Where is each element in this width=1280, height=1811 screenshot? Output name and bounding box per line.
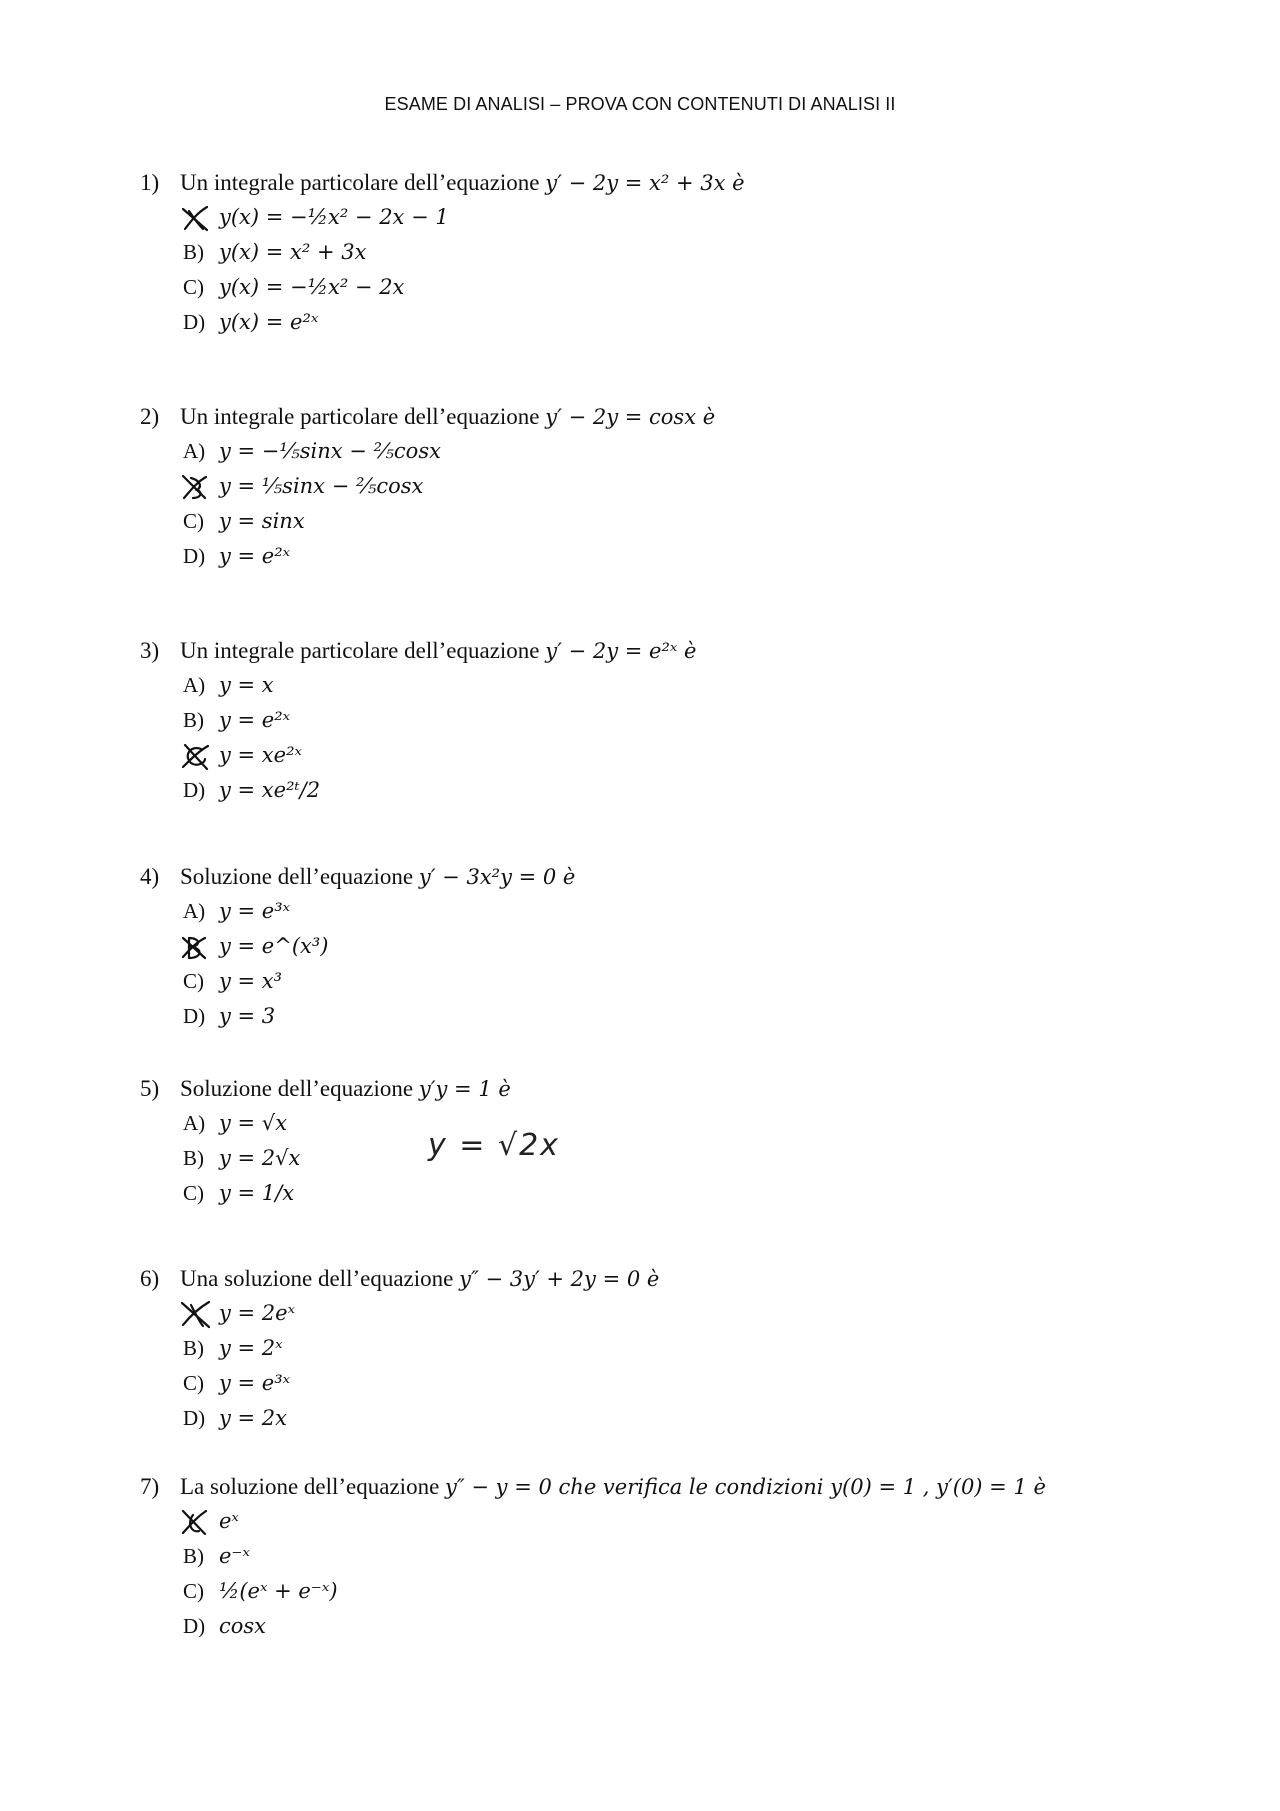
option-expression: y = e²ˣ [219,708,291,732]
option-b[interactable] [183,929,1200,964]
option-d[interactable] [183,1609,1200,1644]
option-expression: y(x) = −½x² − 2x [219,275,405,299]
option-b[interactable] [183,1141,1200,1176]
option-label: D) [183,1406,206,1430]
option-label: B) [183,1146,204,1170]
question-text [140,860,1200,894]
option-expression: y = ⅕sinx − ⅖cosx [219,474,424,498]
option-label: B) [183,240,204,264]
question-text [140,634,1200,668]
option-label: C) [183,1371,204,1395]
option-expression: y = x³ [219,969,283,993]
cross-mark-icon [179,741,213,771]
question-text [140,1470,1200,1504]
option-expression: eˣ [219,1509,239,1533]
option-expression: y = −⅕sinx − ⅖cosx [219,439,441,463]
option-expression: y = 3 [219,1004,276,1028]
question-6 [140,1262,1200,1436]
option-expression: e⁻ˣ [219,1544,250,1568]
option-expression: y = e^(x³) [219,934,329,958]
option-expression: y = 2x [219,1406,288,1430]
option-a[interactable] [183,1106,1200,1141]
option-label: D) [183,1614,206,1638]
option-label: A) [183,899,206,923]
question-prompt: Soluzione dell’equazione [180,864,414,889]
question-equation: y′y = 1 è [418,1077,511,1101]
question-equation: y′ − 2y = e²ˣ è [545,639,697,663]
option-c[interactable] [183,1366,1200,1401]
option-b[interactable] [183,469,1200,504]
cross-mark-icon [179,932,213,962]
option-label: B) [183,708,204,732]
option-label: C) [183,275,204,299]
option-expression: y = x [219,673,274,697]
question-equation: y′ − 2y = x² + 3x è [545,171,745,195]
option-d[interactable] [183,539,1200,574]
cross-mark-icon [179,1507,213,1537]
question-7 [140,1470,1200,1644]
option-d[interactable] [183,1401,1200,1436]
question-prompt: Una soluzione dell’equazione [180,1266,454,1291]
option-a[interactable] [183,1296,1200,1331]
question-prompt: Soluzione dell’equazione [180,1076,414,1101]
option-label: C) [183,1579,204,1603]
option-c[interactable] [183,504,1200,539]
question-text [140,1262,1200,1296]
option-a[interactable] [183,434,1200,469]
option-label: A) [183,673,206,697]
question-prompt: Un integrale particolare dell’equazione [180,170,540,195]
option-label: A) [183,439,206,463]
option-expression: y(x) = x² + 3x [219,240,367,264]
option-label: D) [183,778,206,802]
question-equation: y′ − 2y = cosx è [545,405,716,429]
question-prompt: Un integrale particolare dell’equazione [180,404,540,429]
option-label: C) [183,509,204,533]
option-expression: y = e³ˣ [219,1371,291,1395]
question-5 [140,1072,1200,1211]
option-expression: y = sinx [219,509,305,533]
question-number: 1) [140,170,160,195]
option-expression: y = e³ˣ [219,899,291,923]
question-4 [140,860,1200,1034]
option-expression: ½(eˣ + e⁻ˣ) [219,1579,338,1603]
option-b[interactable] [183,1331,1200,1366]
cross-mark-icon [179,203,213,233]
option-label: D) [183,1004,206,1028]
exam-title: ESAME DI ANALISI – PROVA CON CONTENUTI DI ANALISI II [384,94,896,114]
question-2 [140,400,1200,574]
option-label: D) [183,310,206,334]
option-label: B) [183,1336,204,1360]
option-a[interactable] [183,668,1200,703]
question-number: 3) [140,638,160,663]
option-expression: y = xe²ᵗ/2 [219,778,321,802]
option-expression: y = 1/x [219,1181,295,1205]
option-label: D) [183,544,206,568]
option-label: C) [183,1181,204,1205]
option-c[interactable] [183,270,1200,305]
option-c[interactable] [183,1176,1200,1211]
option-b[interactable] [183,235,1200,270]
question-text [140,166,1200,200]
option-b[interactable] [183,703,1200,738]
question-equation: y″ − y = 0 che verifica le condizioni y(0) = 1 , y′(0) = 1 è [445,1475,1046,1499]
question-3 [140,634,1200,808]
question-1 [140,166,1200,340]
question-equation: y′ − 3x²y = 0 è [418,865,576,889]
question-prompt: La soluzione dell’equazione [180,1474,440,1499]
option-c[interactable] [183,738,1200,773]
option-expression: y = 2ˣ [219,1336,283,1360]
option-d[interactable] [183,773,1200,808]
option-expression: y = √x [219,1111,288,1135]
option-label: C) [183,969,204,993]
option-label: A) [183,1111,206,1135]
cross-mark-icon [179,1299,213,1329]
option-b[interactable] [183,1539,1200,1574]
option-expression: y(x) = −½x² − 2x − 1 [219,205,449,229]
option-expression: cosx [219,1614,267,1638]
option-expression: y = 2√x [219,1146,301,1170]
option-d[interactable] [183,305,1200,340]
option-d[interactable] [183,999,1200,1034]
question-equation: y″ − 3y′ + 2y = 0 è [459,1267,660,1291]
handwritten-note: y = √2x [428,1128,560,1163]
option-a[interactable] [183,894,1200,929]
question-number: 4) [140,864,160,889]
option-a[interactable] [183,1504,1200,1539]
question-text [140,400,1200,434]
option-expression: y = xe²ˣ [219,743,302,767]
option-c[interactable] [183,1574,1200,1609]
question-number: 5) [140,1076,160,1101]
question-number: 2) [140,404,160,429]
option-a[interactable] [183,200,1200,235]
question-prompt: Un integrale particolare dell’equazione [180,638,540,663]
option-expression: y(x) = e²ˣ [219,310,319,334]
option-expression: y = 2eˣ [219,1301,296,1325]
option-c[interactable] [183,964,1200,999]
question-number: 6) [140,1266,160,1291]
cross-mark-icon [179,472,213,502]
option-label: B) [183,1544,204,1568]
option-expression: y = e²ˣ [219,544,291,568]
question-text [140,1072,1200,1106]
question-number: 7) [140,1474,160,1499]
